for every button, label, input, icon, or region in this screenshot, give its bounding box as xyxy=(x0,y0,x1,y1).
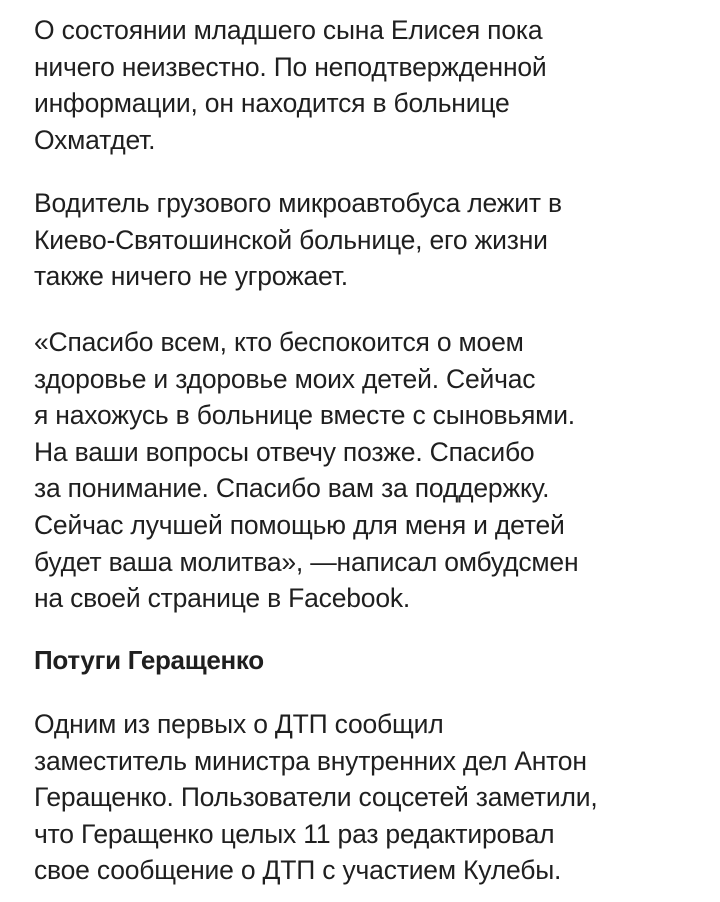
paragraph-line: что Геращенко целых 11 раз редактировал xyxy=(34,818,555,849)
paragraph-line: Сейчас лучшей помощью для меня и детей xyxy=(34,509,565,540)
paragraph-line: Геращенко. Пользователи соцсетей заметили, xyxy=(34,782,598,813)
paragraph-line: Охматдет. xyxy=(34,124,156,155)
paragraph-line: Водитель грузового микроавтобуса лежит в xyxy=(34,188,562,218)
paragraph-line: будет ваша молитва», —написал омбудсмен xyxy=(34,546,579,577)
paragraph-line: я нахожусь в больнице вместе с сыновьями. xyxy=(34,400,575,431)
paragraph-line: заместитель министра внутренних дел Антон xyxy=(34,745,587,776)
paragraph-line: здоровье и здоровье моих детей. Сейчас xyxy=(34,363,536,394)
paragraph-line: за понимание. Спасибо вам за поддержку. xyxy=(34,473,550,504)
article-paragraph xyxy=(34,12,547,158)
paragraph-line: О состоянии младшего сына Елисея пока xyxy=(34,15,543,45)
paragraph-line: информации, он находится в больнице xyxy=(34,88,510,119)
paragraph-line: Одним из первых о ДТП сообщил xyxy=(34,709,444,739)
article-quote-paragraph xyxy=(34,324,578,617)
paragraph-line: На ваши вопросы отвечу позже. Спасибо xyxy=(34,436,535,467)
article-paragraph xyxy=(34,185,562,295)
paragraph-line: ничего неизвестно. По неподтвержденной xyxy=(34,51,547,82)
paragraph-line: Киево-Святошинской больнице, его жизни xyxy=(34,224,548,255)
paragraph-line: свое сообщение о ДТП с участием Кулебы. xyxy=(34,855,562,886)
article-paragraph xyxy=(34,706,598,889)
paragraph-line: на своей странице в Facebook. xyxy=(34,583,411,614)
paragraph-line: «Спасибо всем, кто беспокоится о моем xyxy=(34,327,524,357)
section-heading: Потуги Геращенко xyxy=(34,645,264,675)
paragraph-line: также ничего не угрожает. xyxy=(34,261,348,292)
